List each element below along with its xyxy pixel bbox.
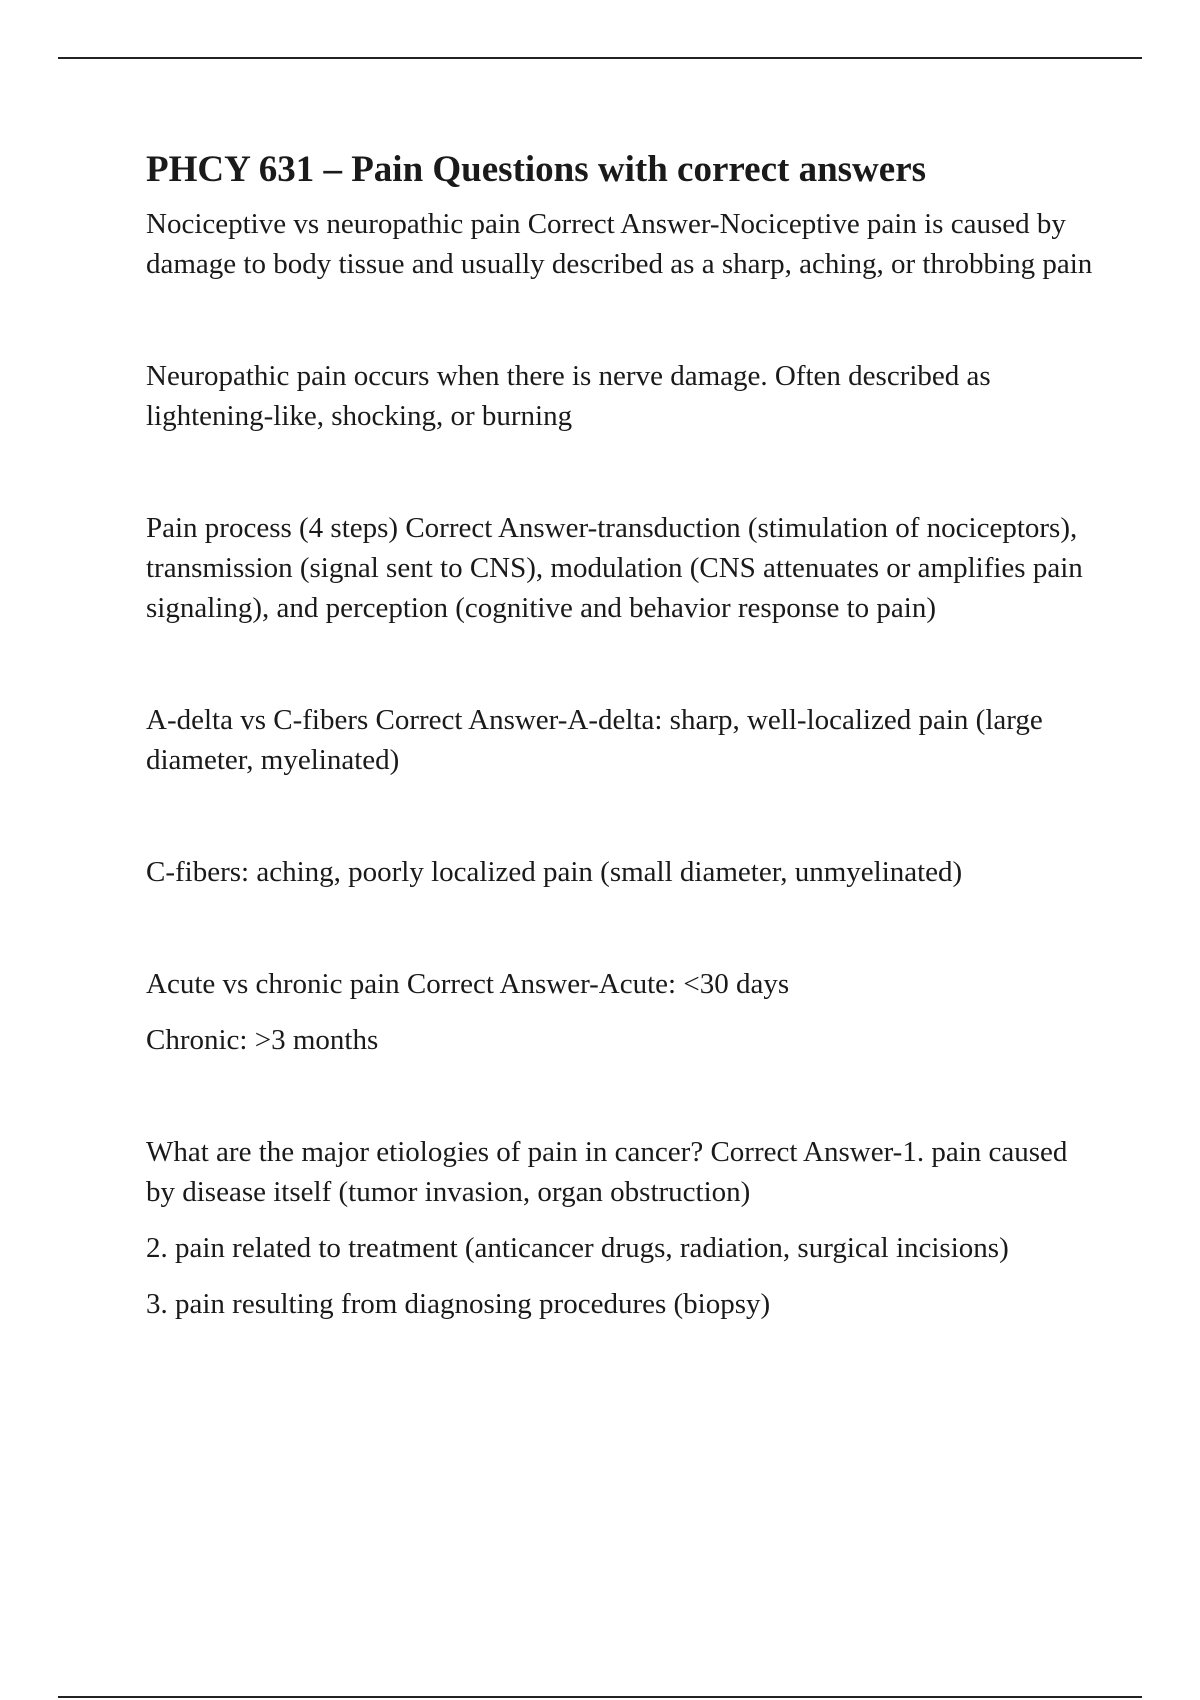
document-body [146,146,1096,1324]
paragraph-procedure-pain: 3. pain resulting from diagnosing procedures (biopsy) [146,1288,771,1320]
top-rule [58,57,1142,59]
paragraph-nociceptive-vs-neuropathic: Nociceptive vs neuropathic pain Correct Answer-Nociceptive pain is caused by damage to body tissue and usually described as a sharp, aching, or throbbing pain [146,208,1093,280]
bottom-rule [58,1696,1142,1698]
paragraph-c-fibers: C-fibers: aching, poorly localized pain (small diameter, unmyelinated) [146,856,963,888]
paragraph-acute-vs-chronic: Acute vs chronic pain Correct Answer-Acute: <30 days [146,968,790,1000]
paragraph-a-delta-vs-c-fibers: A-delta vs C-fibers Correct Answer-A-delta: sharp, well-localized pain (large diameter, myelinated) [146,704,1043,776]
paragraph-pain-process: Pain process (4 steps) Correct Answer-transduction (stimulation of nociceptors), transmission (signal sent to CNS), modulation (CNS attenuates or amplifies pain signaling), and perception (cognitive and behavior response to pain) [146,512,1083,624]
paragraph-cancer-etiologies: What are the major etiologies of pain in cancer? Correct Answer-1. pain caused by disease itself (tumor invasion, organ obstruction) [146,1136,1068,1208]
paragraph-chronic: Chronic: >3 months [146,1024,379,1056]
paragraph-neuropathic-pain: Neuropathic pain occurs when there is nerve damage. Often described as lightening-like, shocking, or burning [146,360,991,432]
page-title: PHCY 631 – Pain Questions with correct answers [146,149,927,190]
paragraph-treatment-pain: 2. pain related to treatment (anticancer drugs, radiation, surgical incisions) [146,1232,1009,1264]
